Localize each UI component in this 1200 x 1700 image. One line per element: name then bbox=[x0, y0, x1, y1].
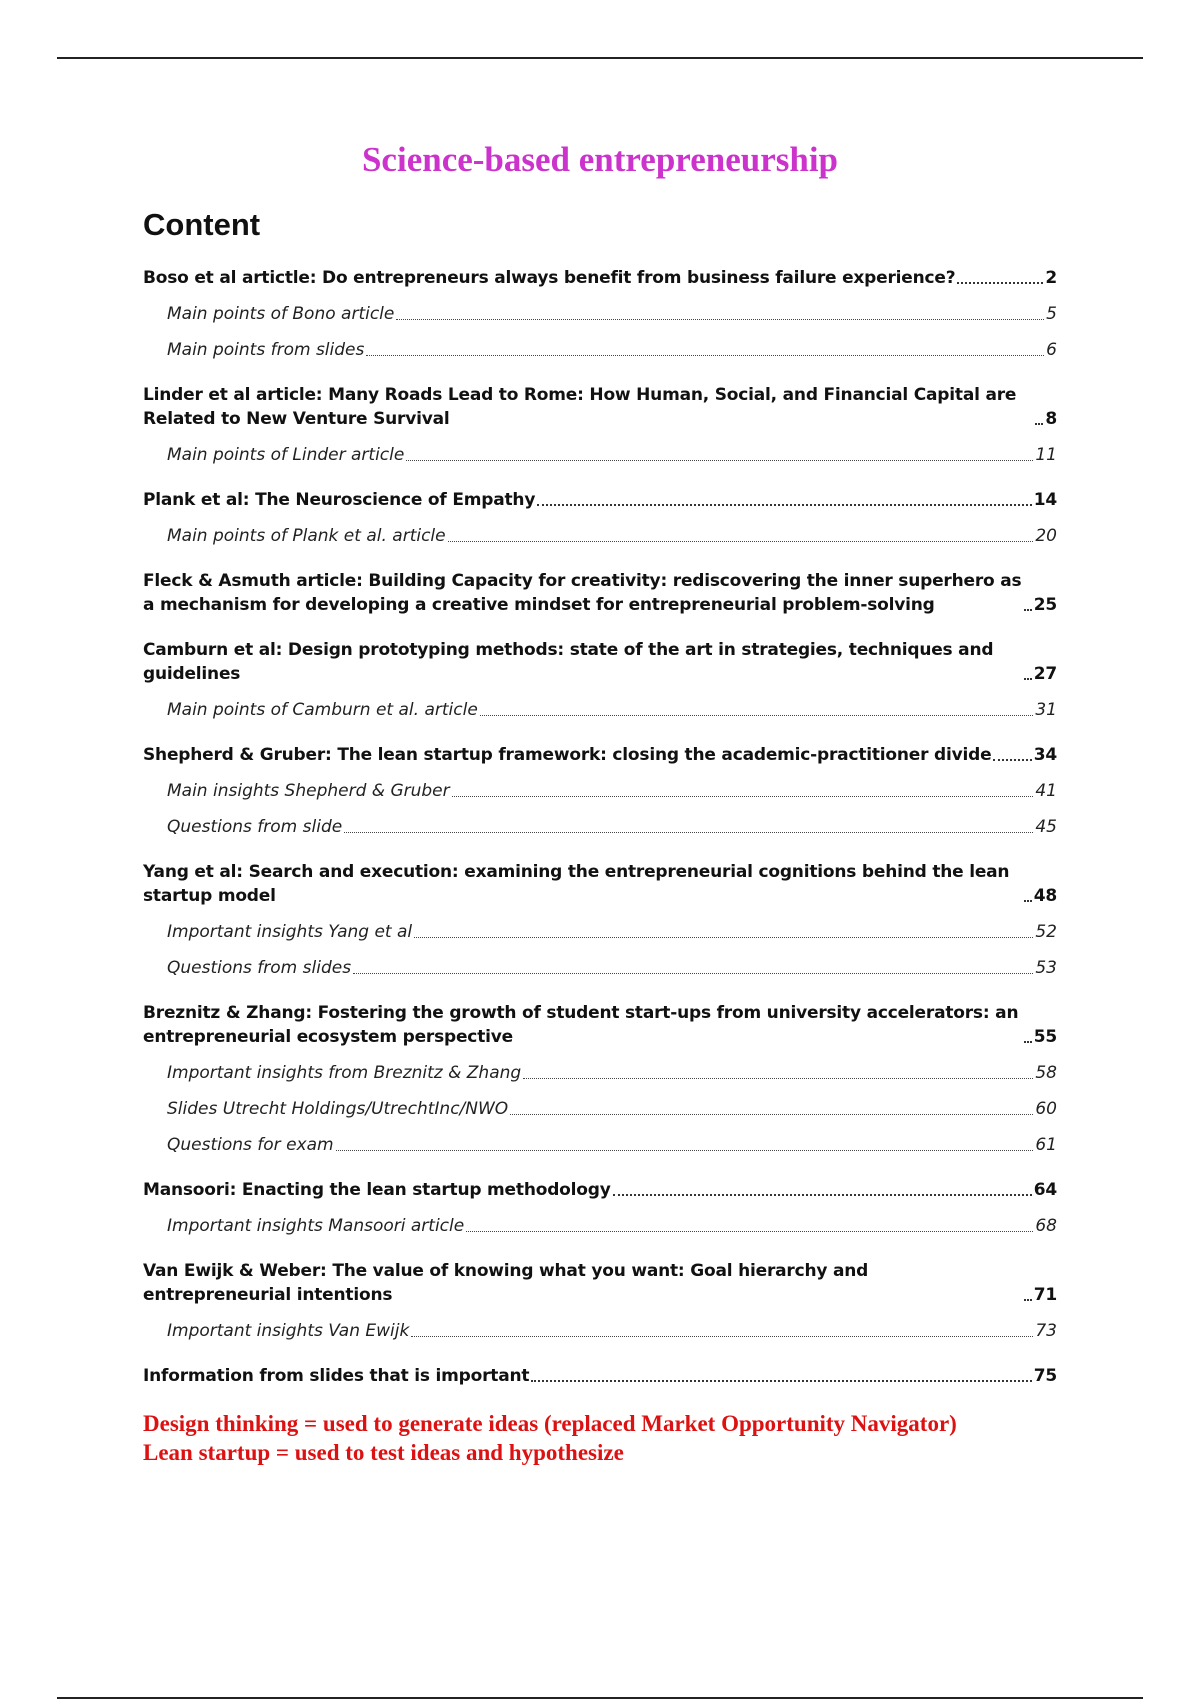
toc-dot-leader bbox=[1035, 423, 1043, 425]
toc-page-number: 58 bbox=[1035, 1063, 1057, 1083]
toc-dot-leader bbox=[537, 504, 1032, 506]
toc-page-number: 60 bbox=[1035, 1099, 1057, 1119]
toc-page-number: 45 bbox=[1035, 817, 1057, 837]
toc-subentry[interactable] bbox=[143, 338, 1057, 362]
toc-dot-leader bbox=[353, 973, 1033, 974]
toc-page-number: 41 bbox=[1035, 781, 1057, 801]
toc-dot-leader bbox=[452, 796, 1034, 797]
document-title: Science-based entrepreneurship bbox=[361, 140, 839, 179]
toc-entry-title: Fleck & Asmuth article: Building Capacity for creativity: rediscovering the inner superhero as a mechanism for developing a creative mindset for entrepreneurial problem-solving bbox=[143, 571, 1022, 615]
toc-entry[interactable] bbox=[143, 860, 1057, 908]
toc-dot-leader bbox=[613, 1194, 1032, 1196]
note-lean-startup: Lean startup = used to test ideas and hypothesize bbox=[143, 1440, 624, 1465]
toc-page-number: 27 bbox=[1033, 664, 1057, 684]
toc-entry-title: Van Ewijk & Weber: The value of knowing what you want: Goal hierarchy and entrepreneurial intentions bbox=[143, 1261, 869, 1305]
toc-entry-title: Information from slides that is important bbox=[143, 1366, 530, 1386]
toc-subentry[interactable] bbox=[143, 1214, 1057, 1238]
toc-entry-title: Boso et al artictle: Do entrepreneurs always benefit from business failure experience? bbox=[143, 268, 956, 288]
footer-rule bbox=[57, 1697, 1143, 1699]
note-design-thinking: Design thinking = used to generate ideas (replaced Market Opportunity Navigator) bbox=[143, 1411, 957, 1436]
toc-entry[interactable] bbox=[143, 488, 1057, 512]
header-rule bbox=[57, 57, 1143, 59]
toc-entry[interactable] bbox=[143, 1259, 1057, 1307]
table-of-contents bbox=[143, 266, 1057, 1388]
toc-entry-title: Questions for exam bbox=[167, 1135, 334, 1155]
toc-dot-leader bbox=[411, 1336, 1033, 1337]
toc-page-number: 20 bbox=[1035, 526, 1057, 546]
toc-entry-title: Important insights Mansoori article bbox=[167, 1216, 465, 1236]
toc-subentry[interactable] bbox=[143, 779, 1057, 803]
toc-page-number: 11 bbox=[1035, 445, 1057, 465]
toc-page-number: 61 bbox=[1035, 1135, 1057, 1155]
toc-entry-title: Important insights from Breznitz & Zhang bbox=[167, 1063, 522, 1083]
toc-subentry[interactable] bbox=[143, 956, 1057, 980]
toc-page-number: 2 bbox=[1045, 268, 1057, 288]
toc-dot-leader bbox=[1024, 900, 1032, 902]
toc-entry-title: Yang et al: Search and execution: examining the entrepreneurial cognitions behind the lean startup model bbox=[143, 862, 1010, 906]
toc-page-number: 34 bbox=[1033, 745, 1057, 765]
toc-entry-title: Camburn et al: Design prototyping methods: state of the art in strategies, techniques and guidelines bbox=[143, 640, 994, 684]
toc-entry-title: Important insights Van Ewijk bbox=[167, 1321, 410, 1341]
toc-dot-leader bbox=[414, 937, 1033, 938]
toc-entry[interactable] bbox=[143, 1364, 1057, 1388]
toc-entry-title: Questions from slides bbox=[167, 958, 352, 978]
toc-entry-title: Slides Utrecht Holdings/UtrechtInc/NWO bbox=[167, 1099, 509, 1119]
toc-entry-title: Linder et al article: Many Roads Lead to Rome: How Human, Social, and Financial Capital are Related to New Venture Survival bbox=[143, 385, 1017, 429]
toc-dot-leader bbox=[336, 1150, 1034, 1151]
toc-entry-title: Main points of Plank et al. article bbox=[167, 526, 446, 546]
toc-page-number: 31 bbox=[1035, 700, 1057, 720]
toc-page-number: 14 bbox=[1033, 490, 1057, 510]
content-heading: Content bbox=[143, 207, 261, 242]
toc-page-number: 8 bbox=[1045, 409, 1057, 429]
toc-entry[interactable] bbox=[143, 638, 1057, 686]
toc-dot-leader bbox=[1024, 1299, 1032, 1301]
toc-entry[interactable] bbox=[143, 1001, 1057, 1049]
toc-entry-title: Plank et al: The Neuroscience of Empathy bbox=[143, 490, 536, 510]
toc-subentry[interactable] bbox=[143, 815, 1057, 839]
toc-dot-leader bbox=[480, 715, 1034, 716]
toc-entry-title: Main points of Bono article bbox=[167, 304, 395, 324]
toc-page-number: 75 bbox=[1033, 1366, 1057, 1386]
toc-page-number: 68 bbox=[1035, 1216, 1057, 1236]
toc-subentry[interactable] bbox=[143, 920, 1057, 944]
toc-page-number: 71 bbox=[1033, 1285, 1057, 1305]
toc-subentry[interactable] bbox=[143, 443, 1057, 467]
toc-dot-leader bbox=[531, 1380, 1031, 1382]
toc-page-number: 64 bbox=[1033, 1180, 1057, 1200]
toc-dot-leader bbox=[1024, 678, 1032, 680]
notes-block bbox=[143, 1409, 1103, 1467]
toc-entry-title: Questions from slide bbox=[167, 817, 343, 837]
toc-entry[interactable] bbox=[143, 383, 1057, 431]
toc-entry[interactable] bbox=[143, 743, 1057, 767]
toc-entry-title: Breznitz & Zhang: Fostering the growth of student start-ups from university accelerators: an entrepreneurial ecosystem perspective bbox=[143, 1003, 1019, 1047]
toc-dot-leader bbox=[993, 759, 1031, 761]
toc-page-number: 6 bbox=[1046, 340, 1057, 360]
toc-dot-leader bbox=[957, 282, 1043, 284]
toc-entry-title: Important insights Yang et al bbox=[167, 922, 413, 942]
toc-dot-leader bbox=[1024, 1041, 1032, 1043]
toc-subentry[interactable] bbox=[143, 1097, 1057, 1121]
toc-page-number: 48 bbox=[1033, 886, 1057, 906]
toc-entry[interactable] bbox=[143, 569, 1057, 617]
toc-dot-leader bbox=[448, 541, 1034, 542]
toc-dot-leader bbox=[510, 1114, 1033, 1115]
toc-page-number: 73 bbox=[1035, 1321, 1057, 1341]
toc-dot-leader bbox=[344, 832, 1033, 833]
toc-subentry[interactable] bbox=[143, 524, 1057, 548]
toc-entry[interactable] bbox=[143, 266, 1057, 290]
toc-entry-title: Shepherd & Gruber: The lean startup framework: closing the academic-practitioner divide bbox=[143, 745, 992, 765]
toc-entry-title: Mansoori: Enacting the lean startup methodology bbox=[143, 1180, 611, 1200]
toc-page-number: 55 bbox=[1033, 1027, 1057, 1047]
toc-dot-leader bbox=[366, 355, 1044, 356]
toc-dot-leader bbox=[466, 1231, 1033, 1232]
toc-dot-leader bbox=[406, 460, 1033, 461]
toc-dot-leader bbox=[523, 1078, 1033, 1079]
toc-page-number: 52 bbox=[1035, 922, 1057, 942]
toc-entry-title: Main points of Linder article bbox=[167, 445, 405, 465]
toc-entry[interactable] bbox=[143, 1178, 1057, 1202]
toc-subentry[interactable] bbox=[143, 1133, 1057, 1157]
toc-dot-leader bbox=[396, 319, 1044, 320]
toc-page-number: 53 bbox=[1035, 958, 1057, 978]
toc-dot-leader bbox=[1024, 609, 1032, 611]
toc-subentry[interactable] bbox=[143, 1061, 1057, 1085]
toc-subentry[interactable] bbox=[143, 698, 1057, 722]
toc-entry-title: Main insights Shepherd & Gruber bbox=[167, 781, 450, 801]
toc-page-number: 5 bbox=[1046, 304, 1057, 324]
toc-entry-title: Main points from slides bbox=[167, 340, 365, 360]
toc-subentry[interactable] bbox=[143, 1319, 1057, 1343]
toc-subentry[interactable] bbox=[143, 302, 1057, 326]
toc-page-number: 25 bbox=[1033, 595, 1057, 615]
toc-entry-title: Main points of Camburn et al. article bbox=[167, 700, 478, 720]
